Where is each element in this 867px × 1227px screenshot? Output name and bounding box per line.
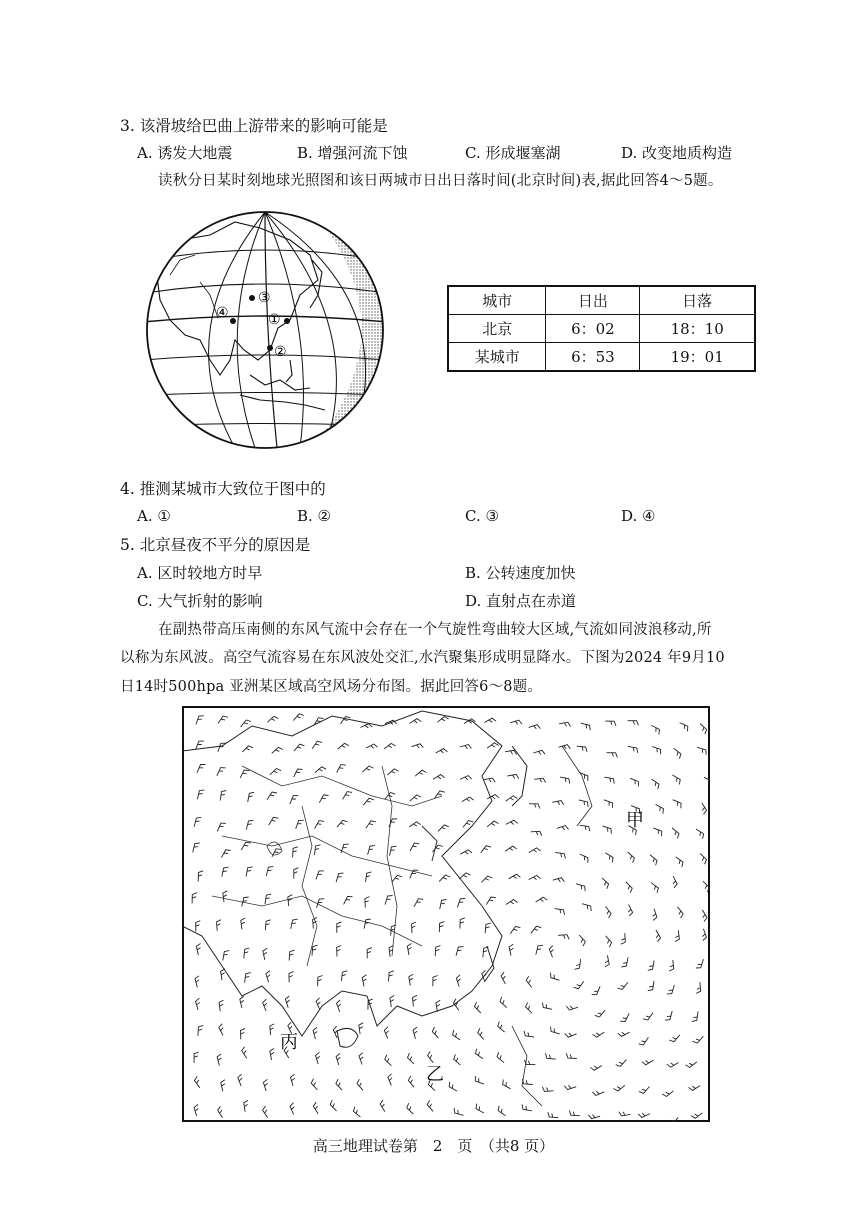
q5-option-c: C. 大气折射的影响	[137, 592, 263, 610]
q4-option-c: C. ③	[465, 507, 499, 525]
table-header: 城市	[448, 286, 546, 315]
wind-field-map	[182, 706, 710, 1122]
globe-illumination-diagram	[140, 200, 400, 460]
table-header: 日落	[640, 286, 755, 315]
sunrise-sunset-table	[447, 285, 756, 372]
q3-option-d: D. 改变地质构造	[621, 144, 733, 162]
page-footer: 高三地理试卷第 2 页 （共8 页）	[312, 1137, 555, 1155]
marker-1: ①	[268, 312, 281, 328]
table-cell: 某城市	[448, 343, 546, 372]
q5-option-b: B. 公转速度加快	[465, 564, 576, 582]
q5-stem: 5. 北京昼夜不平分的原因是	[120, 536, 311, 554]
intro-6-8-line2: 以称为东风波。高空气流容易在东风波处交汇,水汽聚集形成明显降水。下图为2024 年9月10	[120, 650, 725, 666]
label-jia: 甲	[626, 810, 644, 831]
q5-option-a: A. 区时较地方时早	[137, 564, 263, 582]
intro-6-8-line1: 在副热带高压南侧的东风气流中会存在一个气旋性弯曲较大区域,气流如同波浪移动,所	[158, 622, 712, 638]
q3-option-c: C. 形成堰塞湖	[465, 144, 561, 162]
table-cell: 北京	[448, 315, 546, 343]
marker-4: ④	[216, 305, 229, 321]
table-header: 日出	[546, 286, 640, 315]
table-cell: 6：02	[546, 315, 640, 343]
label-yi: 乙	[426, 1064, 444, 1085]
marker-3: ③	[258, 290, 271, 306]
q3-option-a: A. 诱发大地震	[137, 144, 233, 162]
intro-6-8-line3: 日14时500hpa 亚洲某区域高空风场分布图。据此回答6～8题。	[120, 679, 543, 695]
q5-option-d: D. 直射点在赤道	[465, 592, 577, 610]
q4-option-a: A. ①	[137, 507, 171, 525]
table-cell: 6：53	[546, 343, 640, 372]
q4-option-d: D. ④	[621, 507, 656, 525]
q3-option-b: B. 增强河流下蚀	[297, 144, 408, 162]
label-bing: 丙	[280, 1032, 298, 1053]
intro-questions-4-5: 读秋分日某时刻地球光照图和该日两城市日出日落时间(北京时间)表,据此回答4～5题。	[158, 173, 723, 189]
q4-option-b: B. ②	[297, 507, 332, 525]
q3-stem: 3. 该滑坡给巴曲上游带来的影响可能是	[120, 117, 388, 135]
marker-2: ②	[274, 344, 287, 360]
q4-stem: 4. 推测某城市大致位于图中的	[120, 480, 326, 498]
table-cell: 18：10	[640, 315, 755, 343]
table-cell: 19：01	[640, 343, 755, 372]
